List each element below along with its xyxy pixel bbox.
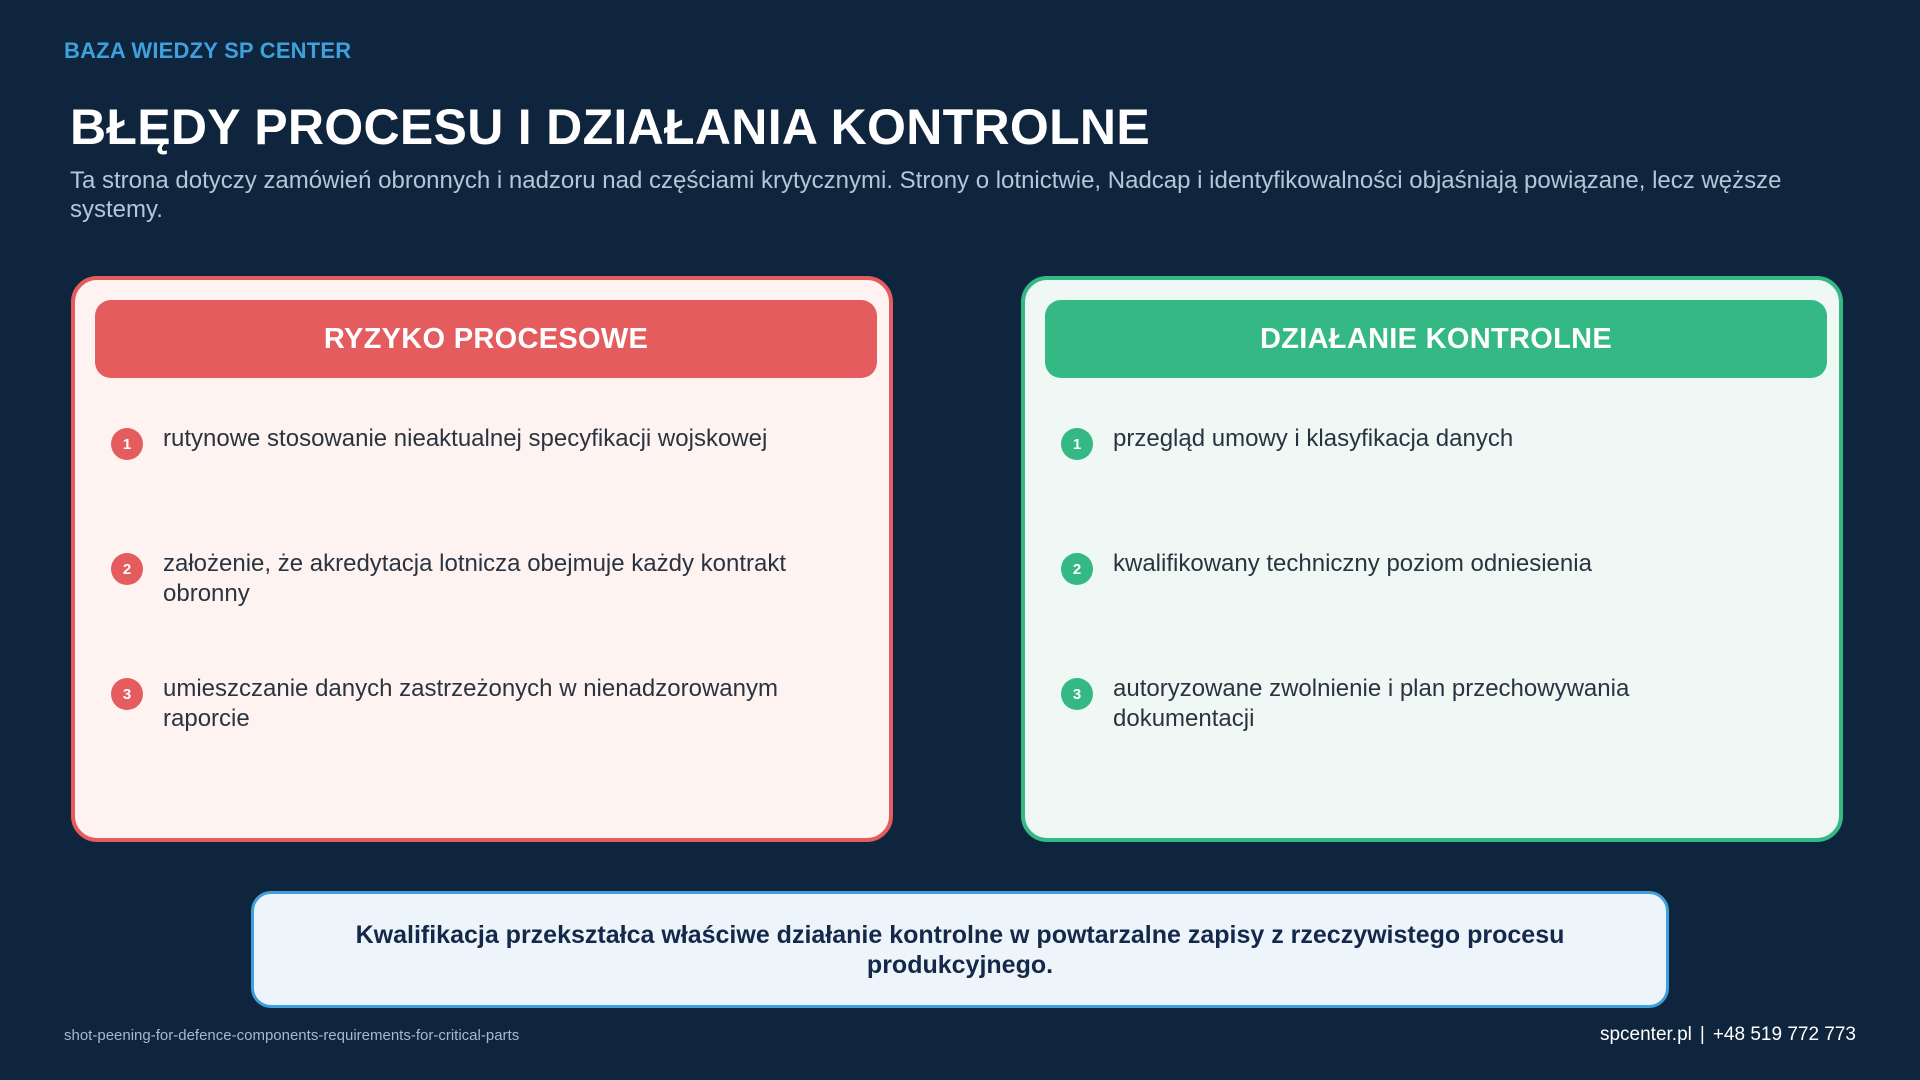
footer-contact	[1600, 1024, 1856, 1046]
control-item	[1061, 549, 1801, 585]
control-item-text: przegląd umowy i klasyfikacja danych	[1113, 425, 1514, 452]
footer-website: spcenter.pl	[1599, 1024, 1692, 1045]
number-badge: 2	[1061, 553, 1093, 585]
risk-item-text: umieszczanie danych zastrzeżonych w nienadzorowanym raporcie	[163, 675, 778, 732]
summary-callout-text: Kwalifikacja przekształca właściwe działanie kontrolne w powtarzalne zapisy z rzeczywistego procesu produkcyjnego.	[355, 920, 1565, 979]
control-item	[1061, 674, 1801, 734]
control-item-text: kwalifikowany techniczny poziom odniesienia	[1113, 550, 1592, 577]
control-item	[1061, 424, 1801, 460]
risk-item	[111, 549, 851, 609]
control-panel-header: DZIAŁANIE KONTROLNE	[1045, 300, 1827, 378]
number-badge: 2	[111, 553, 143, 585]
summary-callout	[251, 891, 1669, 1008]
risk-panel-header: RYZYKO PROCESOWE	[95, 300, 877, 378]
control-item-text: autoryzowane zwolnienie i plan przechowywania dokumentacji	[1113, 675, 1630, 732]
number-badge: 1	[111, 428, 143, 460]
page-title: BŁĘDY PROCESU I DZIAŁANIA KONTROLNE	[70, 99, 1150, 155]
risk-item-text: rutynowe stosowanie nieaktualnej specyfikacji wojskowej	[163, 425, 768, 452]
footer-phone: +48 519 772 773	[1712, 1024, 1856, 1045]
number-badge: 3	[1061, 678, 1093, 710]
risk-item	[111, 424, 851, 460]
brand-label: BAZA WIEDZY SP CENTER	[64, 38, 352, 63]
page-subtitle: Ta strona dotyczy zamówień obronnych i nadzoru nad częściami krytycznymi. Strony o lotnictwie, Nadcap i identyfikowalności objaśniają powiązane, lecz węższe systemy.	[70, 167, 1782, 223]
risk-item	[111, 674, 851, 734]
risk-item-text: założenie, że akredytacja lotnicza obejmuje każdy kontrakt obronny	[163, 550, 786, 607]
control-panel	[1021, 276, 1843, 842]
number-badge: 1	[1061, 428, 1093, 460]
footer-separator: |	[1699, 1024, 1705, 1045]
number-badge: 3	[111, 678, 143, 710]
risk-panel	[71, 276, 893, 842]
footer-slug: shot-peening-for-defence-components-requirements-for-critical-parts	[64, 1027, 520, 1044]
